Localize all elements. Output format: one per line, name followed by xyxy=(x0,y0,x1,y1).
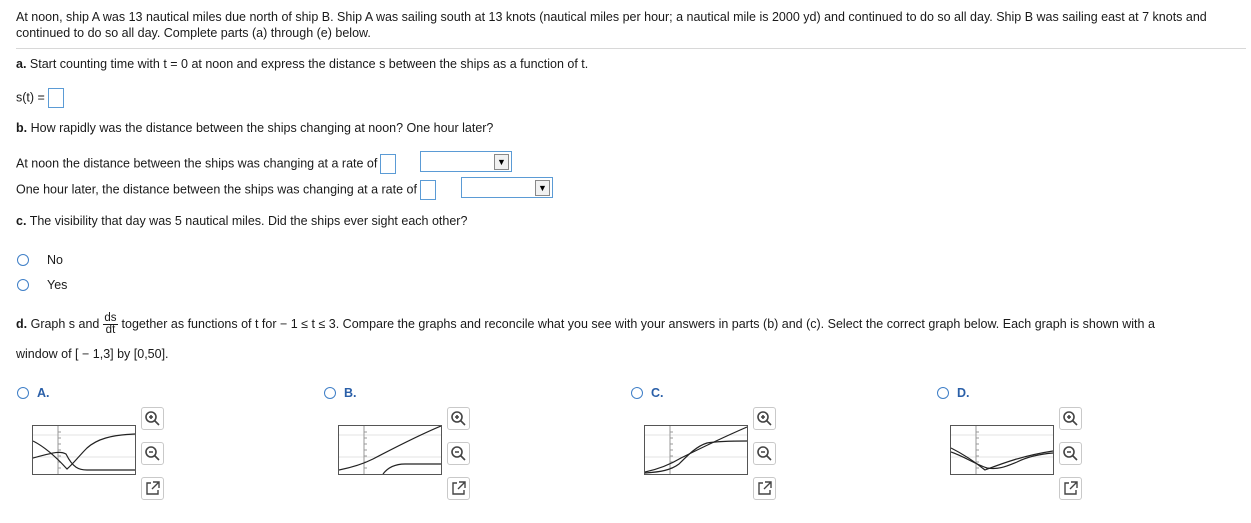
option-d-label[interactable]: D. xyxy=(957,386,970,400)
option-c-radio[interactable] xyxy=(631,387,643,399)
part-c-prompt xyxy=(16,214,467,228)
option-b-graph xyxy=(338,425,442,475)
ds-dt-fraction xyxy=(103,313,117,336)
option-a-label[interactable]: A. xyxy=(37,386,50,400)
zoom-out-icon xyxy=(756,445,773,462)
part-a-answer-label: s(t) = xyxy=(16,90,45,105)
part-b-noon-text: At noon the distance between the ships was changing at a rate of xyxy=(16,156,378,171)
option-b-zoom-in-button[interactable] xyxy=(447,407,470,430)
dropdown-arrow-icon[interactable]: ▼ xyxy=(535,180,550,196)
part-d-text-after: together as functions of t for − 1 ≤ t ≤ 3. Compare the graphs and reconcile what you see with your answers in parts (b) and (c). Select the correct graph below. Each graph is shown with a xyxy=(121,316,1155,331)
part-d-prompt xyxy=(16,313,1155,336)
part-c-option-no[interactable]: No xyxy=(47,253,63,267)
part-d-text-line2: window of [ − 1,3] by [0,50]. xyxy=(16,347,169,361)
part-b-noon-row xyxy=(16,154,396,174)
option-c-zoom-out-button[interactable] xyxy=(753,442,776,465)
part-d-text-before: Graph s and xyxy=(30,316,100,331)
zoom-in-icon xyxy=(1062,410,1079,427)
popout-icon xyxy=(450,480,467,497)
fraction-numerator: ds xyxy=(104,312,117,324)
part-b-prompt xyxy=(16,121,493,135)
option-d-zoom-out-button[interactable] xyxy=(1059,442,1082,465)
part-a-answer-input[interactable] xyxy=(48,88,64,108)
part-c-option-yes[interactable]: Yes xyxy=(47,278,68,292)
fraction-denominator: dt xyxy=(105,324,116,336)
part-b-noon-units-dropdown[interactable] xyxy=(420,151,512,172)
option-c-graph xyxy=(644,425,748,475)
zoom-in-icon xyxy=(756,410,773,427)
part-a-answer-row xyxy=(16,88,64,108)
option-a-popout-button[interactable] xyxy=(141,477,164,500)
option-a-zoom-out-button[interactable] xyxy=(141,442,164,465)
part-b-text: How rapidly was the distance between the ships changing at noon? One hour later? xyxy=(30,121,494,135)
part-c-label: c. xyxy=(16,214,27,228)
divider xyxy=(16,48,1246,49)
option-c-zoom-in-button[interactable] xyxy=(753,407,776,430)
option-b-label[interactable]: B. xyxy=(344,386,357,400)
problem-intro: At noon, ship A was 13 nautical miles due north of ship B. Ship A was sailing south at 13 knots (nautical miles per hour; a nautical mile is 2000 yd) and continued to do so all day. Ship B was sailing east at 7 knots and continued to do so all day. Complete parts (a) through (e) below. xyxy=(16,10,1207,40)
zoom-out-icon xyxy=(1062,445,1079,462)
popout-icon xyxy=(1062,480,1079,497)
option-d-zoom-in-button[interactable] xyxy=(1059,407,1082,430)
part-d-label: d. xyxy=(16,316,28,331)
part-b-noon-rate-input[interactable] xyxy=(380,154,396,174)
part-b-hour-units-dropdown[interactable] xyxy=(461,177,553,198)
zoom-out-icon xyxy=(144,445,161,462)
part-a-label: a. xyxy=(16,57,27,71)
part-c-radio-yes[interactable] xyxy=(17,279,29,291)
popout-icon xyxy=(144,480,161,497)
part-b-hour-row xyxy=(16,180,436,200)
option-b-popout-button[interactable] xyxy=(447,477,470,500)
option-b-radio[interactable] xyxy=(324,387,336,399)
option-d-graph xyxy=(950,425,1054,475)
part-c-text: The visibility that day was 5 nautical miles. Did the ships ever sight each other? xyxy=(29,214,468,228)
option-a-radio[interactable] xyxy=(17,387,29,399)
popout-icon xyxy=(756,480,773,497)
dropdown-arrow-icon[interactable]: ▼ xyxy=(494,154,509,170)
option-c-popout-button[interactable] xyxy=(753,477,776,500)
option-d-popout-button[interactable] xyxy=(1059,477,1082,500)
part-b-hour-text: One hour later, the distance between the ships was changing at a rate of xyxy=(16,182,417,197)
option-d-radio[interactable] xyxy=(937,387,949,399)
zoom-in-icon xyxy=(450,410,467,427)
zoom-in-icon xyxy=(144,410,161,427)
part-a-prompt xyxy=(16,57,588,71)
part-c-radio-no[interactable] xyxy=(17,254,29,266)
zoom-out-icon xyxy=(450,445,467,462)
part-b-label: b. xyxy=(16,121,28,135)
option-a-zoom-in-button[interactable] xyxy=(141,407,164,430)
part-b-hour-rate-input[interactable] xyxy=(420,180,436,200)
option-c-label[interactable]: C. xyxy=(651,386,664,400)
option-a-graph xyxy=(32,425,136,475)
option-b-zoom-out-button[interactable] xyxy=(447,442,470,465)
part-a-text: Start counting time with t = 0 at noon and express the distance s between the ships as a function of t. xyxy=(29,57,589,71)
